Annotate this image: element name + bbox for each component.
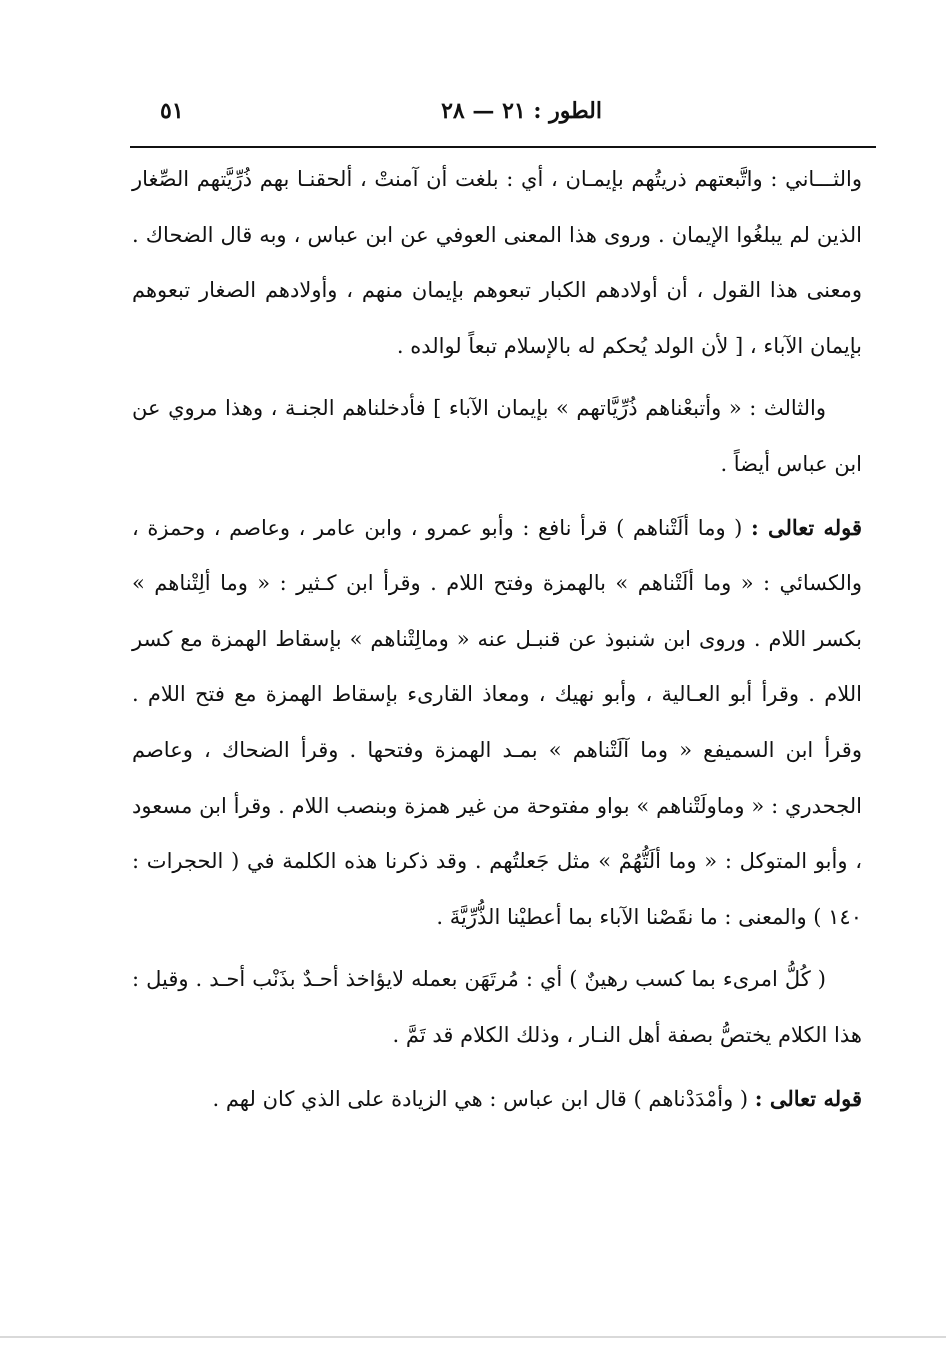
paragraph-2-text: والثالث : « وأتبعْناهم ذُرِّيَّاتهم » بإيمان الآباء ] فأدخلناهم الجنـة ، وهذا مروي عن ابن عباس أيضاً . [132, 396, 862, 476]
paragraph-3-lead: قوله تعالى : [750, 514, 862, 540]
paragraph-4 [132, 952, 862, 1063]
paragraph-5 [132, 1071, 862, 1128]
paragraph-5-lead: قوله تعالى : [754, 1085, 862, 1111]
paragraph-1 [132, 152, 862, 374]
page-header [130, 92, 874, 132]
header-rule [130, 146, 876, 148]
paragraph-3 [132, 500, 862, 946]
paragraph-1-text: والثـــاني : واتَّبعتهم ذريتُهم بإيمـان ، أي : بلغت أن آمنتْ ، ألحقنـا بهم ذُرِّيَّتهم الصِّغار الذين لم يبلغُوا الإيمان . وروى هذا المعنى العوفي عن ابن عباس ، وبه قال الضحاك . ومعنى هذا القول ، أن أولادهم الكبار تبعوهم بإيمان منهم ، وأولادهم الصغار تبعوهم بإيمان الآباء ، [ لأن الولد يُحكم له بالإسلام تبعاً لوالده . [132, 167, 862, 358]
paragraph-2 [132, 381, 862, 492]
scan-edge-line [0, 1336, 946, 1338]
paragraph-3-text: ( وما ألَتْناهم ) قرأ نافع : وأبو عمرو ، وابن عامر ، وعاصم ، وحمزة ، والكسائي : « وما ألَتْناهم » بالهمزة وفتح اللام . وقرأ ابن كـثير : « وما ألِتْناهم » بكسر اللام . وروى ابن شنبوذ عن قنبـل عنه « ومالِتْناهم » بإسقاط الهمزة مع كسر اللام . وقرأ أبو العـالية ، وأبو نهيك ، ومعاذ القارىء بإسقاط الهمزة مع فتح اللام . وقرأ ابن السميفع « وما آلَتْناهم » بمـد الهمزة وفتحها . وقرأ الضحاك ، وعاصم الجحدري : « وماولَتْناهم » بواو مفتوحة من غير همزة وبنصب اللام . وقرأ ابن مسعود ، وأبو المتوكل : « وما ألَتُّهُمْ » مثل جَعلتُهم . وقد ذكرنا هذه الكلمة في ( الحجرات : ١٤٠ ) والمعنى : ما نقَصْنا الآباء بما أعطيْنا الذُّرِّيَّةَ . [132, 515, 862, 929]
page-number: ٥١ [160, 98, 184, 124]
paragraph-4-text: ( كُلُّ امرىء بما كسب رهينٌ ) أي : مُرتَهَن بعمله لايؤاخذ أحـدٌ بذَنْب أحـد . وقيل : هذا الكلام يختصُّ بصفة أهل النـار ، وذلك الكلام قد تَمَّ . [132, 967, 862, 1047]
body-text [132, 152, 862, 1127]
paragraph-5-text: ( وأمْدَدْناهم ) قال ابن عباس : هي الزيادة على الذي كان لهم . [212, 1086, 749, 1111]
running-head: الطور : ٢١ — ٢٨ [441, 98, 602, 124]
